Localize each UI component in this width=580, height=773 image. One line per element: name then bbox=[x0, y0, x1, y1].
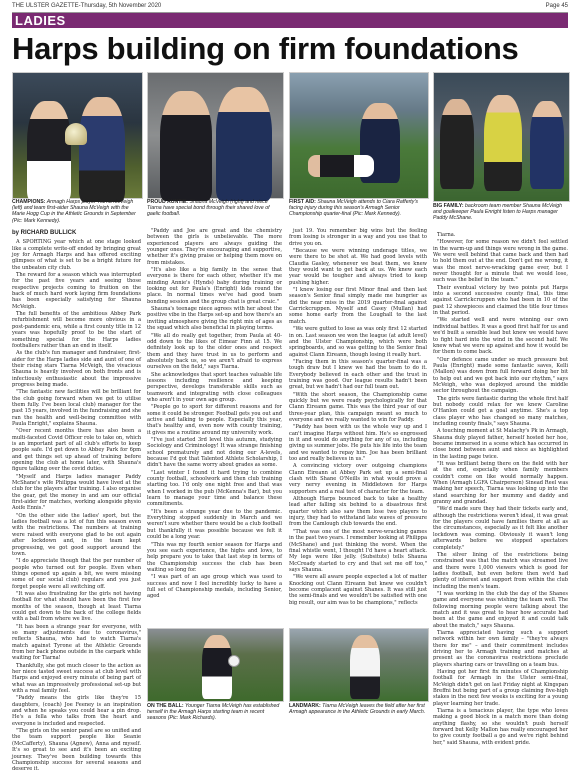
paragraph: "It has been a strange year for everyone, with so many adjustments due to coronavirus," reflects Shauna, who had to watch Tiarna's match against Tyrone at the Athletic Grounds from her back phone outside in the carpark while waiting for Tiarna! bbox=[12, 623, 141, 662]
byline: by RICHARD BULLICK bbox=[12, 230, 77, 236]
injured-player bbox=[308, 155, 374, 177]
paragraph: "The fantastic new facilities will be brilliant for the club going forward when we get to utilise them fully. I've been local club) manager for the past 15 years, involved in the fundraising and she ran the health and well-being committee with Paula Enright," explains Shauna. bbox=[12, 389, 141, 427]
caption-on-the-ball: ON THE BALL: Younger Tiarna McVeigh has established herself in the Armagh Harps starting team in recent seasons (Pic: Mark Richards). bbox=[147, 703, 280, 722]
article-column-1 bbox=[12, 228, 141, 773]
paragraph: A convincing victory over outgoing champions Clann Eireann at Abbey Park set up a semi-final clash with Shane O'Neills in what would prove a very nervy evening in Middletown for Harps supporters and a real test of character for the team. bbox=[289, 463, 427, 495]
paragraph: "I was working in the club the day of the Shanes game and everyone was wishing the team well. The following morning people were talking about the match and it was great to hear how accurate had been at the game and enjoyed it and could talk about the match," says Shauna. bbox=[433, 590, 568, 629]
paragraph: "I've just started 3rd level this autumn, studying Sociology and Criminology! It was strange finishing school prematurely and not doing our A-levels, because I'd got that Talented Athlete Scholarship, I didn't have the same worry about grades as some. bbox=[147, 437, 282, 469]
paragraph: "We all do really get together, from Paula at 40-odd down to the likes of Eimear Finn at 15. We definitely look up to the older ones and respect them and they have trust in us to perform and absolutely back us, so we aren't afraid to express ourselves on the field," says Tiarna. bbox=[147, 332, 282, 371]
paragraph: The girls were fantastic during the whole first half but nobody could relax for we knew Caroline O'Hanlon could get a goal anytime. She's a top class player who has changed so many matches, including county finals," says Shauna. bbox=[433, 395, 568, 427]
football bbox=[228, 655, 240, 667]
tiarna-figure bbox=[350, 635, 380, 699]
article-column-3 bbox=[289, 228, 427, 625]
paragraph: She acknowledges that sport teaches valuable life lessons including resilience and keeping perspective, develops transferable skills such as teamwork and integrating with close colleagues who aren't in your own age group. bbox=[147, 371, 282, 403]
paragraph: Having got her first fix minutes of Championship football for Armagh in the Ulster semi-final, McVeigh didn't get on last Friday night at Kingspan Breffni but being part of a group claiming five-high stakes in the next few weeks is exciting for a young player learning her trade. bbox=[433, 669, 568, 707]
article-column-2 bbox=[147, 228, 282, 625]
paragraph: "However, for some reason we didn't feel settled in the warm-up and things were wrong in the game. We were well behind that came back and then had to hold them out at the end. Don't get me wrong, it was the most nerve-wracking game ever, but I never thought for a minute that we would lose, such was the belief in the team." bbox=[433, 239, 568, 284]
paragraph: "With the short season, the Championship came quickly but we were ready psychologically for that Clann Eireann game. This was the third year of our three-year plan, this campaign meant so much to everyone and we really wanted to win for Paddy. bbox=[289, 391, 427, 423]
paragraph: Tiarna is a tenacious player, the type who loves making a good block in a match more than doing anything flashy, so she wouldn't push herself forward but Kelly Mallon has really encouraged her to give county football a go and we're right behind her," said Shauna, with evident pride. bbox=[433, 708, 568, 746]
paragraph: "We were all aware people expected a lot of matter Knocking out Clann Eireann but knew we couldn't become complacent against Shanes. It was still just the semi-finals and we wouldn't be satisfied with one big result, our aim was to be champions," reflects bbox=[289, 574, 427, 606]
backroom-figure bbox=[530, 101, 564, 189]
paragraph: "Myself and Harps ladies manager Paddy McShane's wife Philippa would have lived at the club for the players after training. I also organise the gear, get the money in and am our official first-aider for matches, working alongside physio Aoife Ennis." bbox=[12, 473, 141, 512]
paragraph: "Our defence came under so much pressure but Paula (Enright) made some fantastic saves, Kelli (Mallon) was down from full forward doing her bit to help out and we got back into our rhythm," says McVeigh, who was deployed around the middle sector throughout the campaign. bbox=[433, 356, 568, 395]
paragraph: "This was my fourth senior season for Harps and you see each experience, the highs and lows, to help prepare you to take that last step in terms of the Championship success the club has been waiting so long for. bbox=[147, 541, 282, 573]
photo-on-the-ball bbox=[147, 628, 284, 702]
paragraph: Their eventual victory by two points put Harps into a second successive county final, this time against Carrickcruppen who had been in 10 of the past 12 showpieces and claimed the title four times in that period. bbox=[433, 284, 568, 317]
paragraph: "It was brilliant being there on the field with her at the end, especially when family members couldn't come on like would normally happen. When (Armagh LGFA Chairperson) Sinead Reel was making her speech, Tiarna was looking up into the stand searching for her mummy and daddy and granny and grandad. bbox=[433, 461, 568, 506]
caption-proud-auntie: PROUD AUNTIE: Shauna McVeigh (right) and niece Tiarna have special bond through their shared love of gaelic football. bbox=[147, 199, 270, 218]
paragraph: "It's also like a big family in the sense that everyone is there for each other, whether it's me minding Annie's (Hynds) baby during training or looking out for Paula's (Enright) kids round the place. In normal times we've had good team bonding session and the group chat is great craic." bbox=[147, 267, 282, 305]
page-number: Page 45 bbox=[545, 3, 568, 9]
paragraph: The reward for a season which was interrupted for the past five years and seeing those respective projects coming to fruition on the back of much hard work laying firm foundations has been especially satisfying for Shauna McVeigh. bbox=[12, 272, 141, 310]
paragraph: "Paddy means the girls like they're 15 daughters, (coach) Joe Feeney is an inspiration and when he speaks you could hear a pin drop. He's a fella who talks from the heart and everyone is included and respected. bbox=[12, 695, 141, 727]
paragraph: "On the other side the ladies' sport, but the ladies football was a lot of fun this season even with the restrictions. The numbers at training were raised with everyone glad to be out again after lockdown and, in the team kept progressing, we got good support around the town. bbox=[12, 512, 141, 557]
paragraph: "I was part of an age group which was used to success and now I feel incredibly lucky to have a full set of Championship medals, including Senior, aged bbox=[147, 574, 282, 600]
photo-landmark bbox=[289, 628, 429, 702]
paragraph: just 19. You remember big wins but the feeling from losing is stronger in a way and you use that to drive you on. bbox=[289, 228, 427, 247]
paragraph: "It was also frustrating for the girls not having football for what should have been the first few months of the season, though at least Tiarna could get down to the back of the college fields with a ball from where we live. bbox=[12, 590, 141, 623]
section-banner bbox=[12, 13, 568, 28]
goalkeeper-figure bbox=[484, 95, 522, 191]
paragraph: "People go to sport for different reasons and for some it could be stronger. Football gets you out and active and talking to people. Especially this year, that's healthy and, even now with county training, it gives me a routine around my university work. bbox=[147, 404, 282, 436]
paragraph: The full benefits of the ambitious Abbey Park refurbishment will become more obvious in a post-pandemic era, while a first county title in 12 years was hopefully proof to be the start of something special for the Harps ladies footballers rather than an end in itself. bbox=[12, 311, 141, 349]
player-figure bbox=[27, 101, 71, 201]
article-column-4 bbox=[433, 232, 568, 746]
paragraph: "I do appreciate though that the per number of people who turned out for people. Even when things opened up again a bit, we were missing some of our social club) regulars and you just forget people were all switching off. bbox=[12, 558, 141, 590]
caption-first-aid: FIRST AID: Shauna McVeigh attends to Ciara Rafferty's facing injury during this season's Armagh Senior Championship quarter-final (Pic: Mark Kennedy). bbox=[289, 199, 418, 218]
headline: Harps building on firm foundations bbox=[12, 31, 519, 66]
paragraph: "Because we were winning underage titles, we were there to be shot at. We had good levels with Claudia Gasley, whenever we beat them, we knew they would want to get back at us. We knew each year would be tougher and always tried to keep pushing higher. bbox=[289, 248, 427, 286]
caption-lead: CHAMPIONS: bbox=[12, 199, 46, 205]
manager-figure bbox=[440, 99, 474, 189]
photo-first-aid bbox=[289, 72, 429, 199]
aide-figure bbox=[79, 97, 125, 202]
paragraph: Tiarna. bbox=[437, 232, 456, 238]
paragraph: "We were gutted to lose as was only first 12 started in on. Last season we won the league (at adult level) and the Ulster Championship, which were both springboards, and so was getting to the Senior final against Clann Eireann, though losing it really hurt. bbox=[289, 326, 427, 358]
paragraph: Although Harps bounced back to take a healthy lead after falling six behind to a disastrous first quarter which also saw them lose two players to injury, they had to withstand late waves of pressure from the Camlough club towards the end. bbox=[289, 496, 427, 528]
photo-proud-auntie bbox=[147, 72, 284, 199]
photo-champions bbox=[12, 72, 143, 199]
paragraph: A touching moment at St Malachy's Pk in Armagh, Shauna duly played father, herself hosted her hoe, became immersed in a scene which has occurred in close bond between aunt and niece as highlighted in the lasting page twice. bbox=[433, 428, 568, 460]
paragraph: "It's been a strange year due to the pandemic. Everything stopped suddenly in March and we weren't sure whether there would be a club football but thankfully it was possible because we felt it could be a long year. bbox=[147, 508, 282, 541]
caption-landmark: LANDMARK: Tiarna McVeigh leaves the field after her first Armagh appearance in the Athletic Grounds in early March. bbox=[289, 703, 426, 716]
paragraph: "The girls on the senior panel are so unified and the team support people like Seanie (McCafferty), Shauna (Agnew), Anna and myself. It's so great to see and it's been an exciting journey. They've been building towards this Championship success for several seasons and deserve it. bbox=[12, 728, 141, 773]
paragraph: Thankfully, she got much closer to the action as her niece tasted sweet success at club level with Harps and enjoyed every minute of being part of what was an impressively professional set-up but with a real family feel. bbox=[12, 662, 141, 695]
paragraph: "Paddy has been with us the whole way up and I can't imagine Harps without him. He's so engrossed in it and would do anything for any of us, including giving us summer jobs. He puts his life into the team and we wanted to repay him. Joe has been brilliant too and really believes in us." bbox=[289, 424, 427, 463]
trophy-cup bbox=[65, 123, 87, 145]
paragraph: "Facing them in this season's quarter-final was a tough draw but I knew we had the team to do it. Everybody believed in each other and the trust in training was good. Our league results hadn't been great, but we hadn't had our full team out. bbox=[289, 358, 427, 391]
niece-figure bbox=[160, 91, 212, 201]
paragraph: A SPORTING year which at one stage looked like a complete write-off ended by bringing great joy for Armagh Harps and has offered exciting glimpses of what is set to be a bright future for the unbeaten city club. bbox=[12, 239, 141, 271]
paragraph: "We started well and were winning our own individual battles. It was a good first half for us and we'd built a sensible lead but knew we would have to fight hard into the wind in the second half. We knew what we were up against and how it would be for them to come back. bbox=[433, 317, 568, 356]
paragraph: "I knew losing our first Minor final and then last season's Senior final simply made me hungrier as did the near miss in the 2019 quarter-final against Carrickcruppen. Myself and Casey (Mullan) had some home early from the Loughall to the last match. bbox=[289, 287, 427, 325]
paragraph: "Paddy and Joe are great and the chemistry between the girls is unbelievable. The more experienced players are always guiding the younger ones. They're encouraging and supportive, whether it's giving praise or helping them move on from mistakes. bbox=[147, 228, 282, 266]
aunt-figure bbox=[216, 87, 272, 201]
player-running-figure bbox=[202, 635, 232, 699]
paragraph: Tiarna appreciated having such a support network within her own family – "they're always there for me" – and their commitment includes driving her to Armagh training and matches at present as the coronavirus restrictions preclude players sharing cars or travelling on a team bus. bbox=[433, 629, 568, 668]
caption-big-family: BIG FAMILY: backroom team member Shauna McVeigh and goalkeeper Paula Enright listen to Harps manager Paddy McShane. bbox=[433, 203, 562, 222]
paragraph: Shauna's teenage niece agrees with her about the positive vibe in the Harps set-up and how there's an inviting atmosphere giving the right mix of ages as the squad which also beneficial in playing terms. bbox=[147, 306, 282, 332]
paragraph: "Over recent months there has also been a multi-faceted Covid Officer role to take on, which is an important part of all club's efforts to keep people safe. I'd get down to Abbey Park for 6pm and get things set up ahead of training before opening the club at home later, with Shauna's figure talking over the covid duties. bbox=[12, 428, 141, 473]
paragraph: "We'd made sure they had their tickets early and, although the restrictions weren't ideal, it was great for the players could have families there at all as the circumstances, especially as it felt like another lockdown was coming. Obviously it wasn't long afterwards before we stopped spectators completely." bbox=[433, 506, 568, 551]
caption-champions: CHAMPIONS: Armagh Harps player Tiarna McVeigh (left) and team first-aider Shauna McVeigh with the Marie Hogg Cup in the Athletic Grounds in September (Pic: Mark Kennedy). bbox=[12, 199, 136, 224]
section-label: LADIES bbox=[15, 13, 66, 28]
photo-big-family bbox=[433, 72, 570, 202]
paragraph: As the club's fun manager and fundraiser, first-aider for the Harps ladies side and aunt of one of their rising stars Tiarna McVeigh, the vivacious Shauna is heavily involved on both fronts and is infectiously enthusiastic about the impressive progress being made. bbox=[12, 350, 141, 388]
paragraph: "That was one of the most nerve-wracking games in the past two years. I remember looking at Philippa (McShane) and just thinking the worst. When the final whistle went, I thought I'd have a heart attack. My legs were like jelly. (Subsitute) tells Shauna McCready started to cry and that set me off too," says Shauna. bbox=[289, 528, 427, 573]
publication-dateline: THE ULSTER GAZETTE-Thursday, 5th November 2020 bbox=[12, 3, 162, 9]
paragraph: "Last winter I found it hard trying to combine county football, schoolwork and then club training starting too. I'd only one night free and that was when I worked in the pub (McKenna's Bar), but you learn to manage your time and balance these commitments. bbox=[147, 469, 282, 508]
page-header bbox=[12, 3, 568, 13]
paragraph: The silver lining of the restrictions being constrained was that the match was streamed live and there were 1,000 viewers which is good for ladies football, but even before then we'd had plenty of interest and support from within the club including the men's team. bbox=[433, 551, 568, 590]
